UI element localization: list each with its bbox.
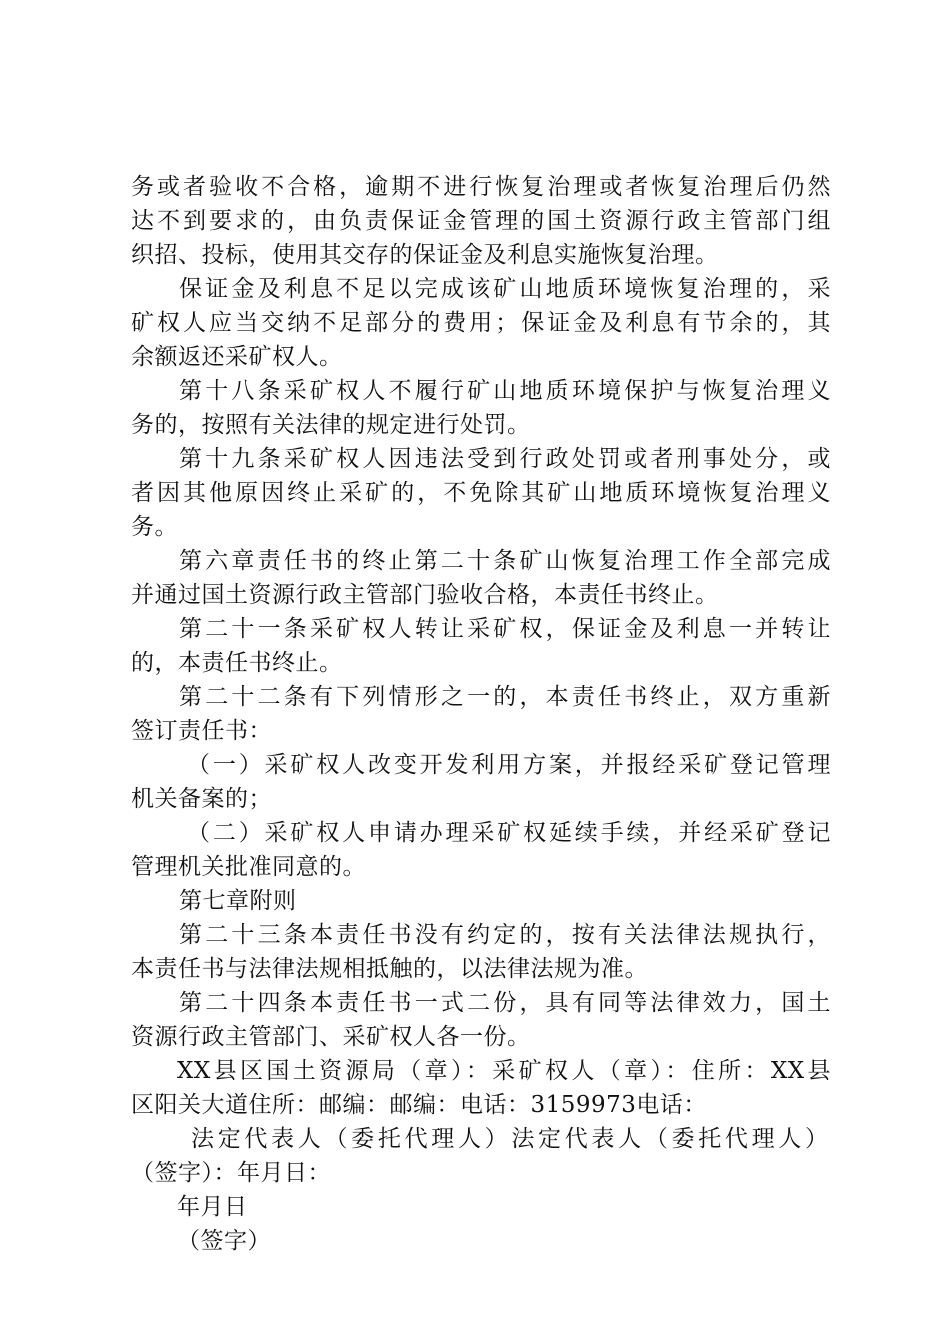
text-line: 并通过国土资源行政主管部门验收合格，本责任书终止。 bbox=[131, 582, 719, 608]
text-line: 第六章责任书的终止第二十条矿山恢复治理工作全部完成 bbox=[179, 548, 831, 574]
text-line: 法定代表人（委托代理人）法定代表人（委托代理人） bbox=[191, 1126, 831, 1152]
text-line: 管理机关批准同意的。 bbox=[131, 854, 366, 880]
text-line: 务。 bbox=[131, 514, 178, 540]
text-line: （一）采矿权人改变开发利用方案，并报经采矿登记管理 bbox=[187, 752, 831, 778]
text-line: （签字） bbox=[177, 1228, 271, 1254]
text-line: 矿权人应当交纳不足部分的费用；保证金及利息有节余的，其 bbox=[131, 310, 831, 336]
text-line: 资源行政主管部门、采矿权人各一份。 bbox=[131, 1024, 531, 1050]
text-line: 务的，按照有关法律的规定进行处罚。 bbox=[131, 412, 531, 438]
text-line: 第二十四条本责任书一式二份，具有同等法律效力，国土 bbox=[179, 990, 831, 1016]
text-line: 第二十一条采矿权人转让采矿权，保证金及利息一并转让 bbox=[179, 616, 831, 642]
text-line: 达不到要求的，由负责保证金管理的国土资源行政主管部门组 bbox=[131, 208, 831, 234]
text-line: 第七章附则 bbox=[179, 888, 297, 914]
text-line: 者因其他原因终止采矿的，不免除其矿山地质环境恢复治理义 bbox=[131, 480, 831, 506]
text-line: 本责任书与法律法规相抵触的，以法律法规为准。 bbox=[131, 956, 648, 982]
text-line: 机关备案的； bbox=[131, 786, 272, 812]
document-body bbox=[131, 170, 831, 1258]
text-line: 务或者验收不合格，逾期不进行恢复治理或者恢复治理后仍然 bbox=[131, 174, 831, 200]
text-line: （签字）：年月日： bbox=[131, 1160, 331, 1186]
text-line: （二）采矿权人申请办理采矿权延续手续，并经采矿登记 bbox=[187, 820, 831, 846]
text-line: 的，本责任书终止。 bbox=[131, 650, 343, 676]
text-line: 签订责任书： bbox=[131, 718, 272, 744]
text-line: 余额返还采矿权人。 bbox=[131, 344, 343, 370]
text-line: 第十八条采矿权人不履行矿山地质环境保护与恢复治理义 bbox=[179, 378, 831, 404]
text-line: 第二十二条有下列情形之一的，本责任书终止，双方重新 bbox=[179, 684, 831, 710]
text-line: 第十九条采矿权人因违法受到行政处罚或者刑事处分，或 bbox=[179, 446, 831, 472]
text-line: XX县区国土资源局（章）：采矿权人（章）：住所：XX县 bbox=[177, 1058, 831, 1084]
text-line: 织招、投标，使用其交存的保证金及利息实施恢复治理。 bbox=[131, 242, 719, 268]
text-line: 第二十三条本责任书没有约定的，按有关法律法规执行， bbox=[179, 922, 831, 948]
text-line: 年月日 bbox=[177, 1194, 248, 1220]
text-line: 保证金及利息不足以完成该矿山地质环境恢复治理的，采 bbox=[179, 276, 831, 302]
text-line: 区阳关大道住所：邮编：邮编：电话：3159973电话： bbox=[131, 1092, 707, 1118]
